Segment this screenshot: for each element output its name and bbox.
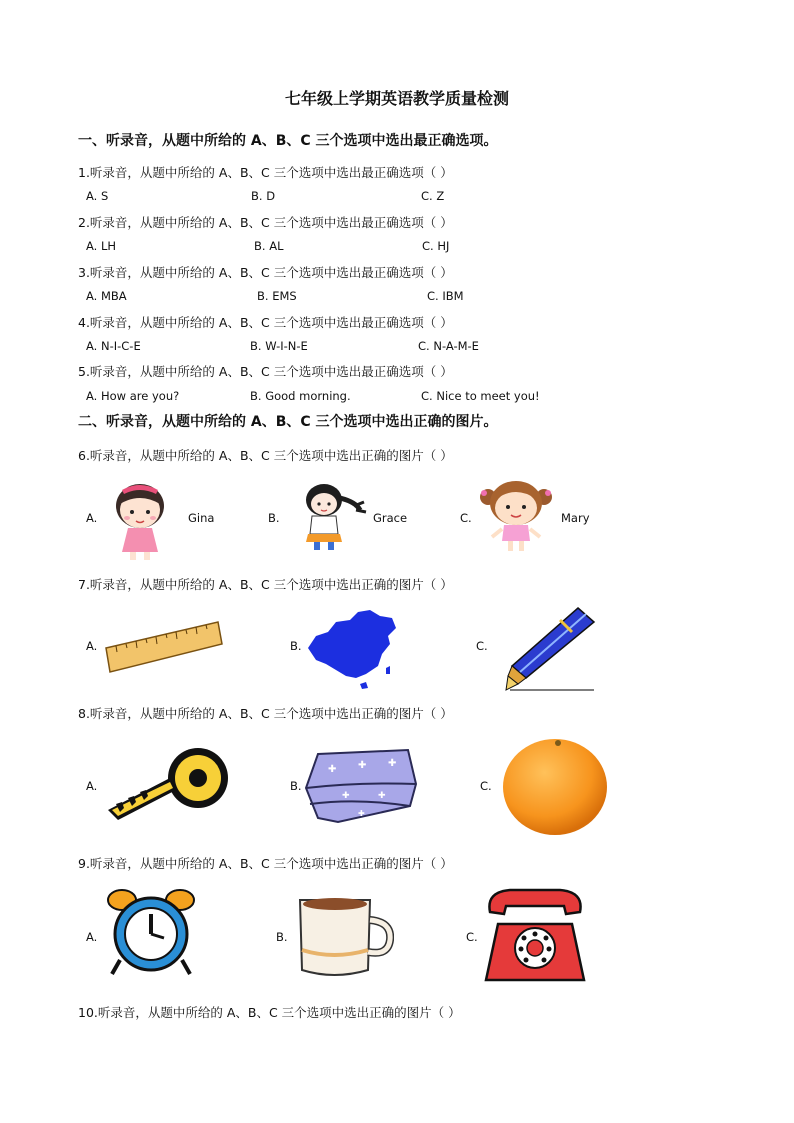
svg-text:✚: ✚: [378, 791, 386, 801]
q6-name-c: Mary: [561, 511, 590, 525]
q1-option-a[interactable]: A. S: [86, 189, 109, 203]
question-6: 6.听录音，从题中所给的 A、B、C 三个选项中选出正确的图片（ ）: [78, 448, 453, 463]
q7-label-a[interactable]: A.: [86, 639, 98, 653]
quilt-icon[interactable]: [298, 748, 422, 828]
page-title: 七年级上学期英语教学质量检测: [284, 89, 509, 108]
q9-label-a[interactable]: A.: [86, 930, 98, 944]
q4-option-c[interactable]: C. N-A-M-E: [418, 339, 479, 353]
alarm-clock-icon[interactable]: [106, 886, 196, 978]
q8-label-c[interactable]: C.: [480, 779, 492, 793]
girl-grace-icon[interactable]: [286, 480, 368, 554]
q3-option-a[interactable]: A. MBA: [86, 289, 127, 303]
q6-label-a[interactable]: A.: [86, 511, 98, 525]
q6-label-b[interactable]: B.: [268, 511, 280, 525]
girl-gina-icon[interactable]: [100, 480, 180, 562]
q6-name-a: Gina: [188, 511, 215, 525]
svg-text:✚: ✚: [358, 809, 365, 818]
question-8: 8.听录音，从题中所给的 A、B、C 三个选项中选出正确的图片（ ）: [78, 706, 453, 721]
q5-option-b[interactable]: B. Good morning.: [250, 389, 351, 403]
q2-option-a[interactable]: A. LH: [86, 239, 117, 253]
q1-option-b[interactable]: B. D: [251, 189, 276, 203]
question-4: 4.听录音，从题中所给的 A、B、C 三个选项中选出最正确选项（ ）: [78, 315, 453, 330]
q8-label-a[interactable]: A.: [86, 779, 98, 793]
cup-icon[interactable]: [294, 890, 394, 980]
q4-option-b[interactable]: B. W-I-N-E: [250, 339, 308, 353]
telephone-icon[interactable]: [480, 884, 590, 994]
q1-option-c[interactable]: C. Z: [421, 189, 445, 203]
orange-icon[interactable]: [500, 735, 610, 837]
question-7: 7.听录音，从题中所给的 A、B、C 三个选项中选出正确的图片（ ）: [78, 577, 453, 592]
svg-text:✚: ✚: [388, 758, 397, 769]
q4-option-a[interactable]: A. N-I-C-E: [86, 339, 141, 353]
q9-label-c[interactable]: C.: [466, 930, 478, 944]
q3-option-c[interactable]: C. IBM: [427, 289, 464, 303]
question-9: 9.听录音，从题中所给的 A、B、C 三个选项中选出正确的图片（ ）: [78, 856, 453, 871]
question-5: 5.听录音，从题中所给的 A、B、C 三个选项中选出最正确选项（ ）: [78, 364, 453, 379]
ruler-icon[interactable]: [102, 618, 224, 674]
question-3: 3.听录音，从题中所给的 A、B、C 三个选项中选出最正确选项（ ）: [78, 265, 453, 280]
svg-text:✚: ✚: [358, 760, 367, 771]
section-1-heading: 一、听录音，从题中所给的 A、B、C 三个选项中选出最正确选项。: [78, 133, 498, 149]
q5-option-c[interactable]: C. Nice to meet you!: [421, 389, 540, 403]
q6-label-c[interactable]: C.: [460, 511, 472, 525]
section-2-heading: 二、听录音，从题中所给的 A、B、C 三个选项中选出正确的图片。: [78, 414, 498, 430]
q2-option-b[interactable]: B. AL: [254, 239, 284, 253]
svg-text:✚: ✚: [328, 764, 337, 775]
pen-icon[interactable]: [500, 604, 598, 694]
q9-label-b[interactable]: B.: [276, 930, 288, 944]
q2-option-c[interactable]: C. HJ: [422, 239, 450, 253]
key-icon[interactable]: [102, 742, 234, 824]
q8-label-b[interactable]: B.: [290, 779, 302, 793]
q6-name-b: Grace: [373, 511, 408, 525]
q3-option-b[interactable]: B. EMS: [257, 289, 297, 303]
q7-label-c[interactable]: C.: [476, 639, 488, 653]
q7-label-b[interactable]: B.: [290, 639, 302, 653]
girl-mary-icon[interactable]: [474, 477, 558, 557]
china-map-icon[interactable]: [302, 608, 402, 690]
question-1: 1.听录音，从题中所给的 A、B、C 三个选项中选出最正确选项（ ）: [78, 165, 453, 180]
question-2: 2.听录音，从题中所给的 A、B、C 三个选项中选出最正确选项（ ）: [78, 215, 453, 230]
question-10: 10.听录音，从题中所给的 A、B、C 三个选项中选出正确的图片（ ）: [78, 1005, 461, 1020]
q5-option-a[interactable]: A. How are you?: [86, 389, 180, 403]
svg-text:✚: ✚: [342, 791, 350, 801]
